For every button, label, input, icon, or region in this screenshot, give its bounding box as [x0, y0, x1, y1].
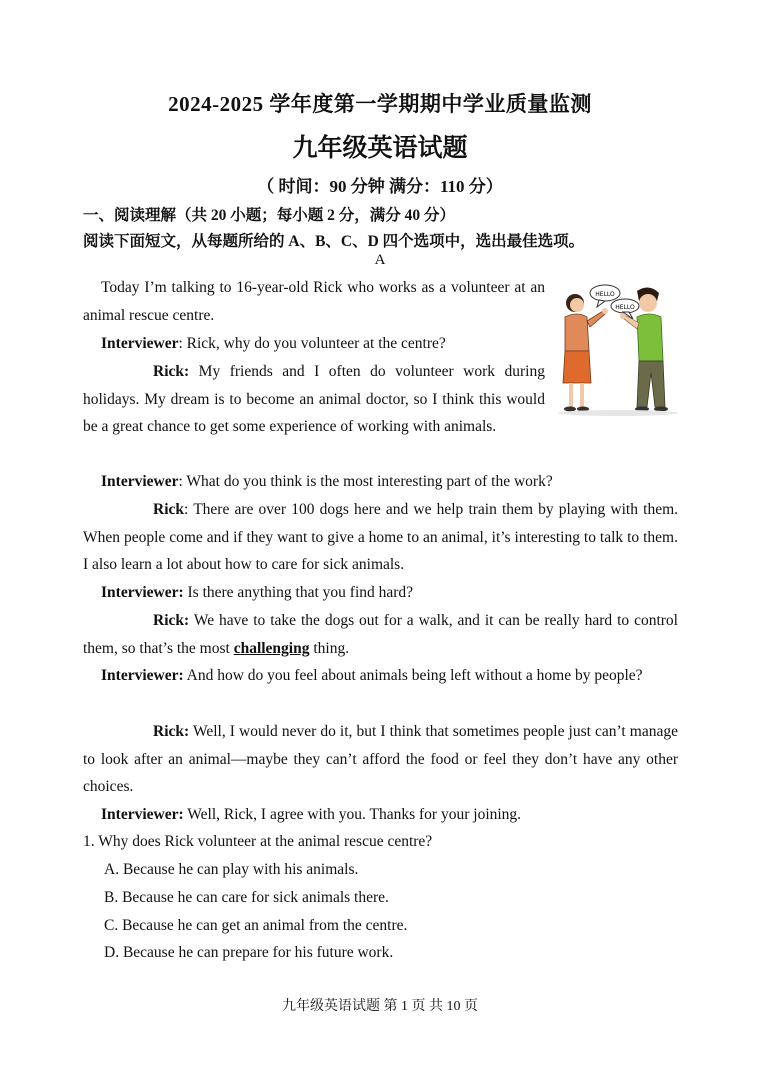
interviewer-question-3: Is there anything that you find hard? — [187, 584, 414, 601]
section-instruction: 阅读下面短文，从每题所给的 A、B、C、D 四个选项中，选出最佳选项。 — [83, 233, 585, 250]
bubble-hello-left: HELLO — [595, 291, 615, 298]
exam-time-score: （ 时间：90 分钟 满分：110 分） — [257, 177, 503, 196]
speaker-label: Interviewer — [101, 667, 179, 684]
interviewer-line-1: Interviewer: Rick, why do you volunteer at the centre? — [101, 335, 446, 352]
rick-answer-2-text: There are over 100 dogs here and we help train them by playing with them. When people come and if they want to give a home to an animal, it’s interesting to talk to them. I also learn a lot about how to care for sick animals. — [83, 501, 678, 574]
interviewer-question-2: What do you think is the most interesting part of the work? — [186, 473, 553, 490]
interviewer-question-4: And how do you feel about animals being left without a home by people? — [186, 667, 643, 684]
rick-answer-3-text-b: thing. — [313, 639, 350, 657]
interviewer-line-4: Interviewer: And how do you feel about animals being left without a home by people? — [101, 667, 643, 684]
question-1-option-a[interactable]: A. Because he can play with his animals. — [104, 861, 359, 878]
speaker-label: Interviewer — [101, 806, 179, 823]
interviewer-line-2: Interviewer: What do you think is the most interesting part of the work? — [101, 473, 553, 490]
speaker-label: Interviewer — [101, 473, 179, 490]
speaker-label: Interviewer — [101, 335, 179, 352]
speaker-label: Rick — [153, 363, 184, 380]
interviewer-closing: Well, Rick, I agree with you. Thanks for your joining. — [187, 806, 522, 823]
speaker-label: Rick — [153, 612, 184, 629]
question-1-stem: 1. Why does Rick volunteer at the animal rescue centre? — [83, 833, 433, 850]
section-heading: 一、阅读理解（共 20 小题；每小题 2 分，满分 40 分） — [83, 207, 456, 224]
rick-answer-4-text: Well, I would never do it, but I think that sometimes people just can’t manage to look after an animal—maybe they can’t afford the food or feel they don’t have any other choices. — [83, 723, 678, 796]
rick-answer-3-text-a: We have to take the dogs out for a walk, and it can be really hard to control them, so that’s the most — [83, 612, 678, 657]
passage-intro: Today I’m talking to 16-year-old Rick who works as a volunteer at an animal rescue centre. — [83, 279, 545, 324]
exam-title: 2024-2025 学年度第一学期期中学业质量监测 — [168, 92, 592, 116]
rick-answer-2: Rick: There are over 100 dogs here and we help train them by playing with them. When people come and if they want to give a home to an animal, it’s interesting to talk to them. I also learn a lot about how to care for sick animals. — [83, 501, 678, 574]
speaker-label: Rick — [153, 723, 184, 740]
interviewer-line-5: Interviewer: Well, Rick, I agree with you. Thanks for your joining. — [101, 806, 522, 823]
speaker-label: Rick — [153, 501, 184, 518]
bubble-hello-right: HELLO — [615, 304, 635, 311]
exam-subtitle: 九年级英语试题 — [292, 135, 468, 162]
question-1-option-d[interactable]: D. Because he can prepare for his future work. — [104, 944, 394, 961]
page-footer: 九年级英语试题 第 1 页 共 10 页 — [282, 999, 478, 1014]
rick-answer-3: Rick: We have to take the dogs out for a walk, and it can be really hard to control them, so that’s the most challenging thing. — [83, 612, 678, 657]
rick-answer-4: Rick: Well, I would never do it, but I think that sometimes people just can’t manage to look after an animal—maybe they can’t afford the food or feel they don’t have any other choices. — [83, 723, 678, 796]
underlined-word-challenging: challenging — [233, 639, 310, 657]
rick-answer-1: Rick: My friends and I often do volunteer work during holidays. My dream is to become an animal doctor, so I think this would be a great chance to get some experience of working with animals. — [83, 363, 545, 436]
rick-answer-1-text: My friends and I often do volunteer work during holidays. My dream is to become an animal doctor, so I think this would be a great chance to get some experience of working with animals. — [83, 363, 545, 436]
passage-letter: A — [374, 252, 386, 268]
speaker-label: Interviewer — [101, 584, 179, 601]
interviewer-question-1: Rick, why do you volunteer at the centre? — [186, 335, 446, 352]
question-1-option-b[interactable]: B. Because he can care for sick animals there. — [104, 889, 389, 906]
interviewer-line-3: Interviewer: Is there anything that you find hard? — [101, 584, 414, 601]
question-1-option-c[interactable]: C. Because he can get an animal from the centre. — [104, 917, 408, 934]
